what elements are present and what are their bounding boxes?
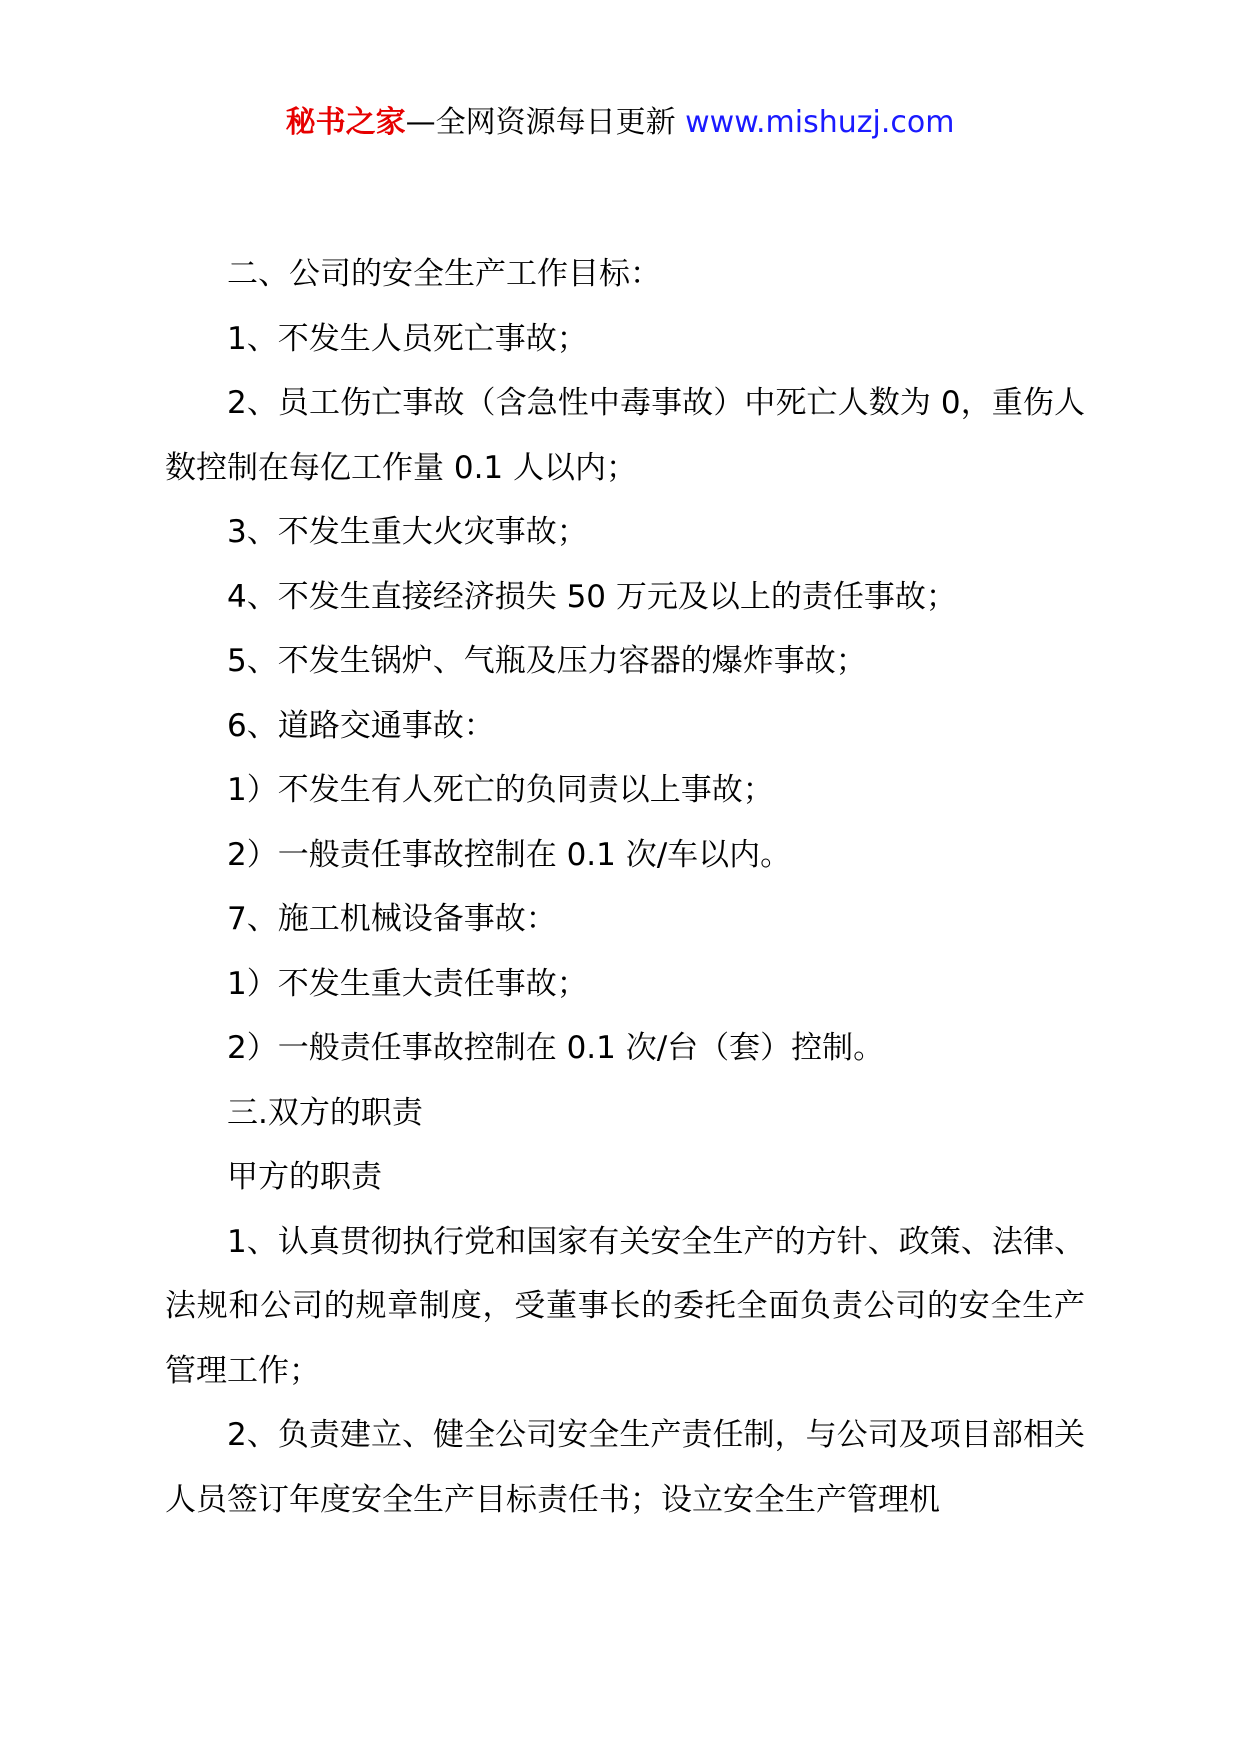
paragraph-goal-4: 4、不发生直接经济损失 50 万元及以上的责任事故； xyxy=(227,578,957,615)
paragraph-goal-7: 7、施工机械设备事故： xyxy=(227,901,557,937)
paragraph-section-two-heading: 二、公司的安全生产工作目标： xyxy=(227,256,661,292)
paragraph-goal-3: 3、不发生重大火灾事故； xyxy=(227,514,588,550)
document-body xyxy=(165,242,1085,1532)
paragraph-goal-7-2: 2）一般责任事故控制在 0.1 次/台（套）控制。 xyxy=(227,1030,885,1066)
paragraph-goal-6-1: 1）不发生有人死亡的负同责以上事故； xyxy=(227,772,774,808)
header-brand: 秘书之家 xyxy=(285,105,406,140)
paragraph-goal-6: 6、道路交通事故： xyxy=(227,707,495,744)
paragraph-goal-1: 1、不发生人员死亡事故； xyxy=(227,320,588,357)
paragraph-section-three-heading: 三.双方的职责 xyxy=(227,1094,423,1131)
header-slogan: —全网资源每日更新 xyxy=(405,105,676,140)
paragraph-goal-5: 5、不发生锅炉、气瓶及压力容器的爆炸事故； xyxy=(227,643,867,679)
paragraph-party-a-heading: 甲方的职责 xyxy=(227,1159,382,1195)
paragraph-goal-2: 2、员工伤亡事故（含急性中毒事故）中死亡人数为 0，重伤人数控制在每亿工作量 0.1 人以内； xyxy=(165,385,1085,486)
header-url-link[interactable]: www.mishuzj.com xyxy=(685,105,955,140)
paragraph-goal-7-1: 1）不发生重大责任事故； xyxy=(227,965,588,1002)
paragraph-duty-1: 1、认真贯彻执行党和国家有关安全生产的方针、政策、法律、法规和公司的规章制度，受董事长的委托全面负责公司的安全生产管理工作； xyxy=(165,1223,1085,1389)
paragraph-goal-6-2: 2）一般责任事故控制在 0.1 次/车以内。 xyxy=(227,836,792,873)
page-header xyxy=(0,100,1240,146)
paragraph-duty-2: 2、负责建立、健全公司安全生产责任制，与公司及项目部相关人员签订年度安全生产目标责任书；设立安全生产管理机 xyxy=(165,1417,1085,1518)
